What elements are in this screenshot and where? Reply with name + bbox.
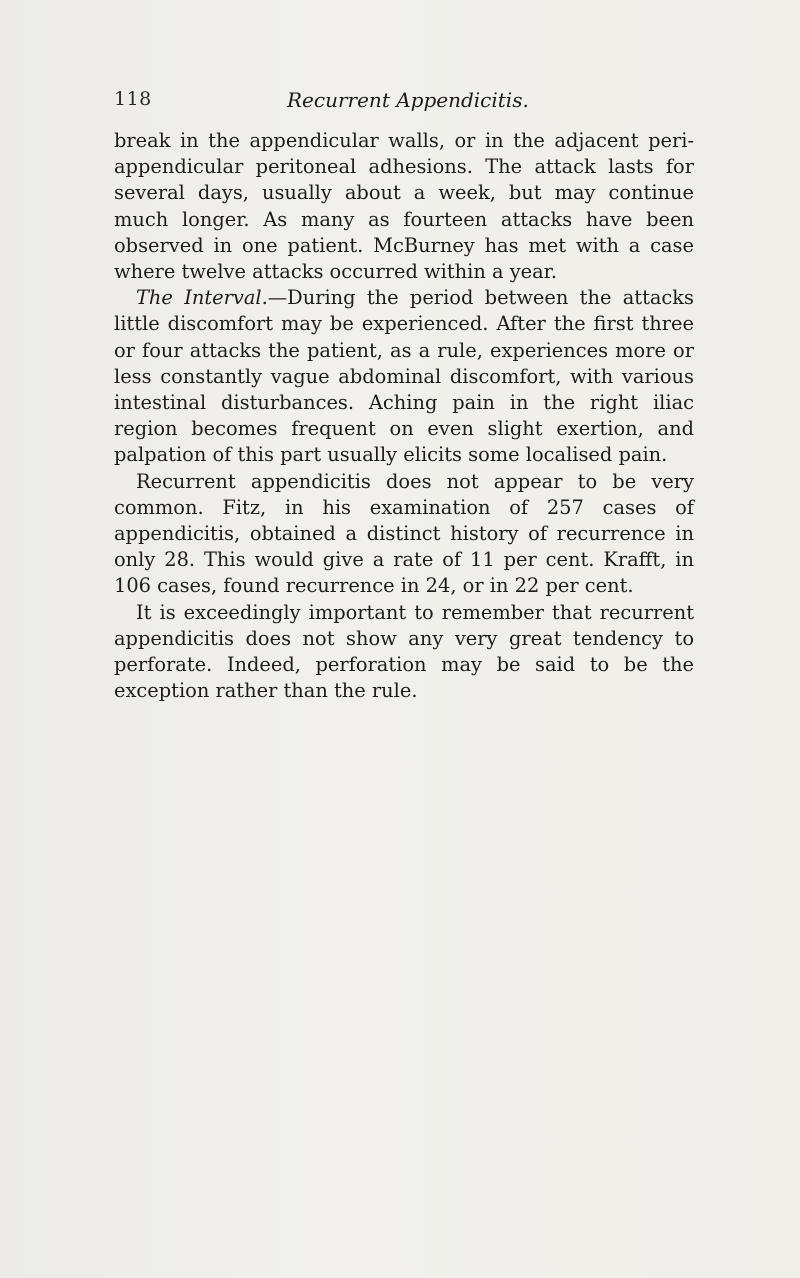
paragraph-text: It is exceedingly important to remember that recurrent appendicitis does not show any very great tendency to perforate. Indeed, perforation may be said to be the exception rather than the rule.	[114, 600, 694, 703]
paragraph-interval	[114, 285, 694, 468]
paragraph-text: —During the period between the attacks little discomfort may be experienced. After the first three or four attacks the patient, as a rule, experiences more or less constantly vague abdominal discomfort, with various intestinal disturbances. Aching pain in the right iliac region becomes frequent on even slight exertion, and palpation of this part usually elicits some localised pain.	[114, 286, 694, 467]
section-subheading: The Interval.	[136, 286, 268, 310]
paragraph-text: break in the appendicular walls, or in the adjacent peri-appendicular peritoneal adhesions. The attack lasts for several days, usually about a week, but may continue much longer. As many as fourteen attacks have been observed in one patient. McBurney has met with a case where twelve attacks occurred within a year.	[114, 129, 694, 284]
page-number: 118	[114, 88, 152, 110]
page-header	[114, 88, 694, 116]
paragraph-perforation	[114, 600, 694, 705]
paragraph-text: Recurrent appendicitis does not appear to be very common. Fitz, in his examination of 257 cases of appendicitis, obtained a distinct history of recurrence in only 28. This would give a rate of 11 per cent. Krafft, in 106 cases, found recurrence in 24, or in 22 per cent.	[114, 469, 694, 598]
running-title: Recurrent Appendicitis.	[287, 88, 529, 112]
body-text	[114, 128, 694, 704]
paragraph-statistics	[114, 469, 694, 600]
paragraph-continued	[114, 128, 694, 285]
